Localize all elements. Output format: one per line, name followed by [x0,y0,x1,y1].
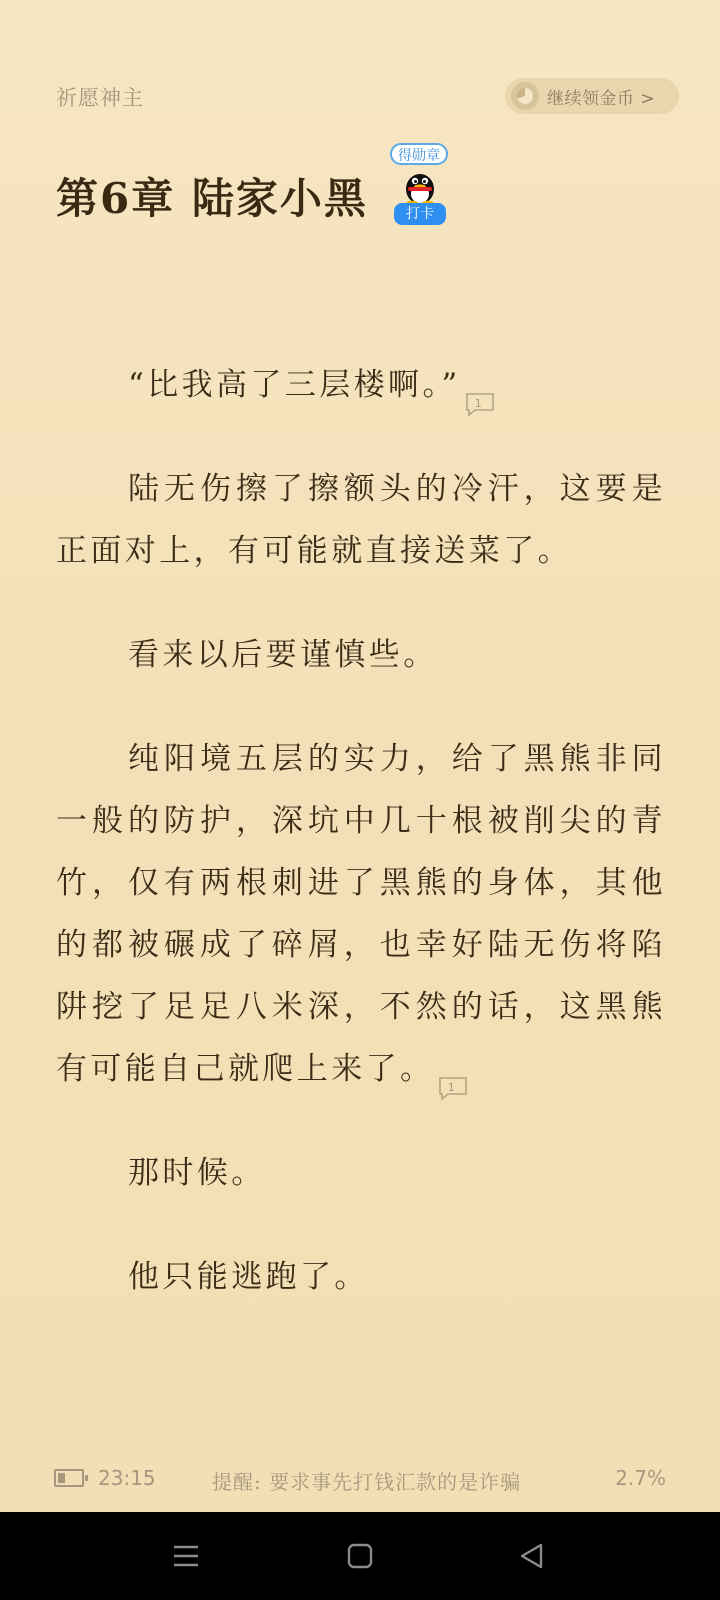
reading-progress: 2.7% [615,1466,666,1490]
continue-coins-button[interactable] [505,78,679,114]
badge-top-label: 得勋章 [390,143,448,165]
penguin-icon [402,167,438,205]
chapter-content [56,354,666,1350]
paragraph: 看来以后要谨慎些。 [128,637,438,673]
coin-icon [511,82,539,110]
paragraph: 陆无伤擦了擦额头的冷汗，这要是正面对上，有可能就直接送菜了。 [56,471,666,569]
comment-count: 1 [448,1080,459,1094]
comment-count: 1 [474,396,485,410]
badge-bottom-label: 打卡 [394,203,446,225]
back-icon[interactable] [514,1538,550,1574]
paragraph-text: “比我高了三层楼啊。” [128,367,461,403]
fraud-reminder: 提醒: 要求事先打钱汇款的是诈骗 [212,1470,522,1494]
comment-icon[interactable] [438,1059,468,1094]
paragraph [56,354,666,416]
coin-button-label: 继续领金币 > [547,88,656,109]
home-icon[interactable] [342,1538,378,1574]
book-title: 祈愿神主 [56,86,144,110]
paragraph: 那时候。 [128,1155,266,1191]
battery-icon [54,1469,84,1487]
clock-time: 23:15 [98,1466,156,1490]
paragraph [56,728,666,1100]
reader-status-bar [0,1460,720,1500]
checkin-badge[interactable] [390,143,450,225]
comment-icon[interactable] [465,375,495,410]
system-navigation-bar [0,1512,720,1600]
paragraph: 他只能逃跑了。 [128,1259,369,1295]
menu-icon[interactable] [168,1538,204,1574]
chapter-title: 第6章 陆家小黑 [56,174,368,223]
paragraph-text: 纯阳境五层的实力，给了黑熊非同一般的防护，深坑中几十根被削尖的青竹，仅有两根刺进了黑熊的身体，其他的都被碾成了碎屑，也幸好陆无伤将陷阱挖了足足八米深，不然的话，这黑熊有可能自己就爬上来了。 [56,741,666,1087]
